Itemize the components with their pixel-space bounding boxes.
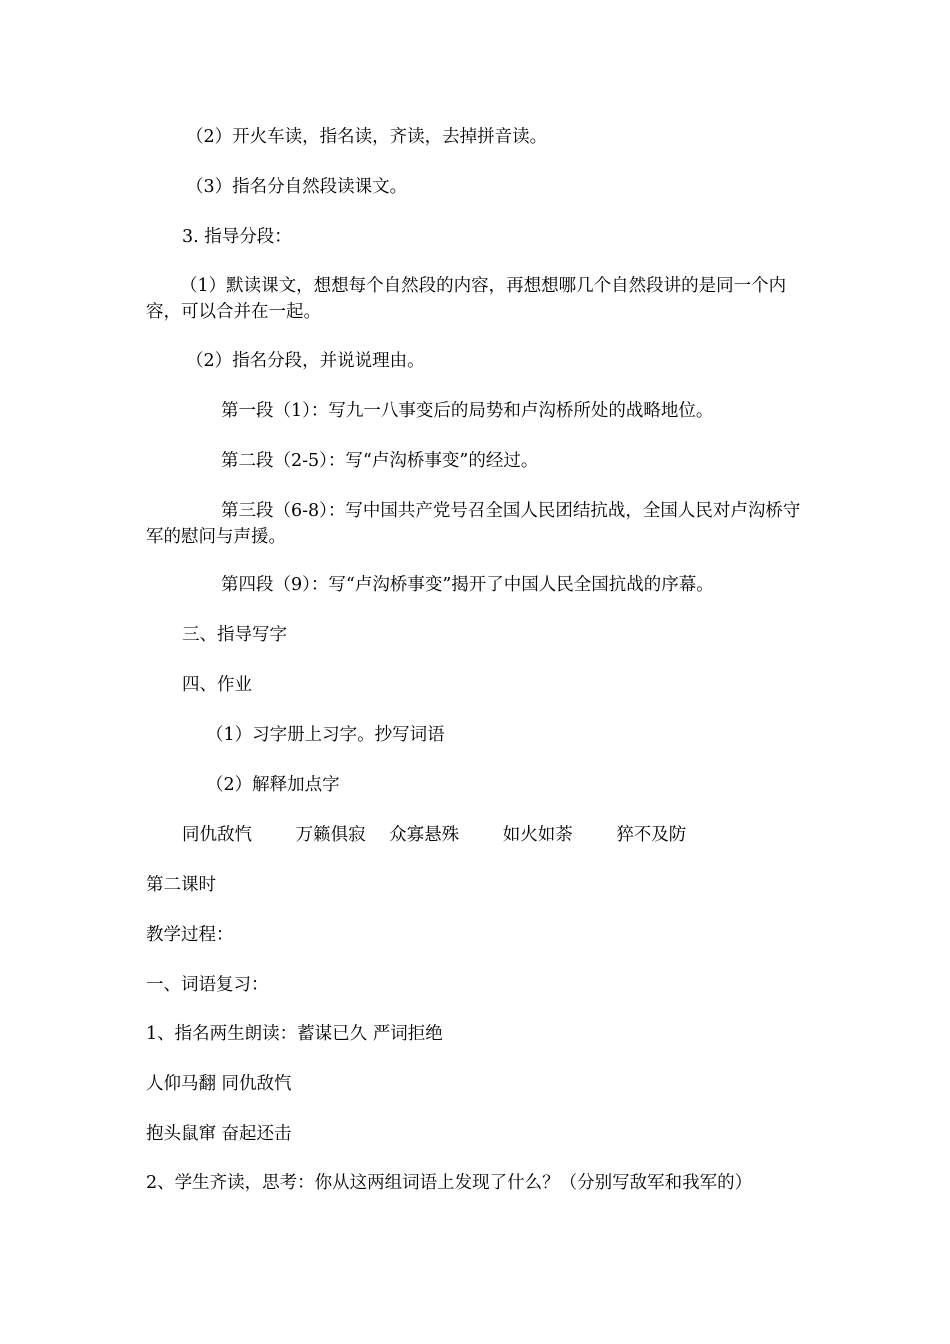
idiom-item: 万籁俱寂	[295, 825, 366, 845]
step-read-paragraphs: （3）指名分自然段读课文。	[186, 177, 408, 197]
idiom-list	[182, 822, 686, 848]
section-one: 第一段（1）：写九一八事变后的局势和卢沟桥所处的战略地位。	[221, 401, 714, 421]
section-two: 第二段（2-5）：写“卢沟桥事变”的经过。	[221, 451, 539, 471]
step-silent-reading: （1）默读课文，想想每个自然段的内容，再想想哪几个自然段讲的是同一个内容，可以合并在一起。	[146, 276, 787, 322]
heading-teaching-process: 教学过程：	[146, 925, 234, 945]
heading-vocabulary-review: 一、词语复习：	[146, 975, 269, 995]
heading-second-lesson: 第二课时	[146, 875, 216, 895]
section-four: 第四段（9）：写“卢沟桥事变”揭开了中国人民全国抗战的序幕。	[221, 575, 714, 595]
heading-paragraph-division: 3. 指导分段：	[182, 227, 292, 247]
idiom-item: 猝不及防	[616, 825, 687, 845]
review-step-one: 1、指名两生朗读：蓄谋已久 严词拒绝	[146, 1024, 443, 1044]
step-divide-paragraphs: （2）指名分段，并说说理由。	[186, 351, 425, 371]
idiom-item: 众寡悬殊	[389, 825, 460, 845]
idiom-item: 同仇敌忾	[182, 825, 252, 845]
vocab-group-line-three: 抱头鼠窜 奋起还击	[146, 1124, 292, 1144]
section-three: 第三段（6-8）：写中国共产党号召全国人民团结抗战，全国人民对卢沟桥守军的慰问与声援。	[146, 501, 801, 547]
heading-homework: 四、作业	[182, 675, 252, 695]
homework-item-two: （2）解释加点字	[206, 775, 340, 795]
step-read-aloud: （2）开火车读，指名读，齐读，去掉拼音读。	[186, 127, 548, 147]
heading-writing-guidance: 三、指导写字	[182, 625, 287, 645]
homework-item-one: （1）习字册上习字。抄写词语	[206, 725, 445, 745]
review-step-two: 2、学生齐读，思考：你从这两组词语上发现了什么？（分别写敌军和我军的）	[146, 1173, 753, 1193]
idiom-item: 如火如荼	[502, 825, 573, 845]
vocab-group-line-two: 人仰马翻 同仇敌忾	[146, 1074, 292, 1094]
